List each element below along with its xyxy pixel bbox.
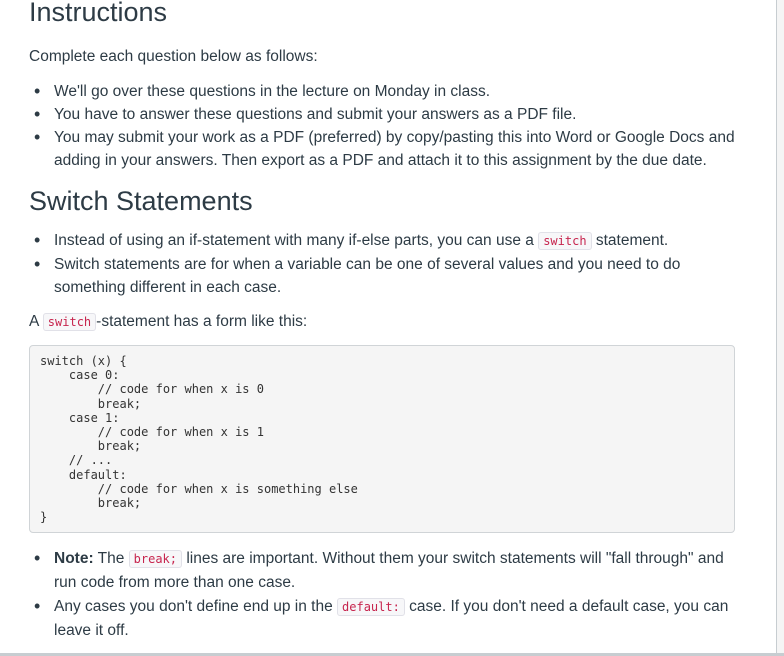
note-text: lines are important. Without them your switch statements will "fall through" and run code from more than one case. (54, 550, 724, 591)
scrollbar-track[interactable] (776, 0, 784, 656)
list-item: • You have to answer these questions and submit your answers as a PDF file. (29, 103, 749, 126)
list-item (29, 595, 749, 642)
inline-code: switch (43, 313, 96, 331)
form-description (29, 311, 307, 333)
form-text: -statement has a form like this: (96, 313, 308, 330)
note-text: The (93, 550, 129, 567)
instructions-intro: Complete each question below as follows: (29, 48, 318, 65)
bullet-text: Instead of using an if-statement with many if-else parts, you can use a (54, 232, 539, 249)
switch-statements-heading: Switch Statements (29, 186, 253, 216)
inline-code: break; (129, 550, 182, 568)
code-block: switch (x) { case 0: // code for when x is 0 break; case 1: // code for when x is 1 break; // ... default: // code for when x is something else break; } (29, 345, 735, 533)
bullet-text: statement. (591, 232, 669, 249)
form-text: A (29, 313, 43, 330)
default-text: Any cases you don't define end up in the (54, 598, 338, 615)
note-label: Note: (54, 550, 94, 567)
list-item (29, 547, 749, 594)
switch-intro-list (29, 229, 749, 299)
inline-code: switch (538, 232, 591, 250)
instructions-list (29, 80, 749, 172)
list-item (29, 229, 749, 253)
list-item: • You may submit your work as a PDF (preferred) by copy/pasting this into Word or Google Docs and adding in your answers. Then export as a PDF and attach it to this assignment by the due date. (29, 126, 749, 172)
default-text: case. If you don't need a default case, you can leave it off. (54, 598, 729, 639)
instructions-heading: Instructions (29, 0, 168, 27)
list-item: • Switch statements are for when a variable can be one of several values and you need to do something different in each case. (29, 253, 749, 299)
notes-list (29, 547, 749, 642)
inline-code: default: (337, 598, 405, 616)
list-item: • We'll go over these questions in the lecture on Monday in class. (29, 80, 749, 103)
